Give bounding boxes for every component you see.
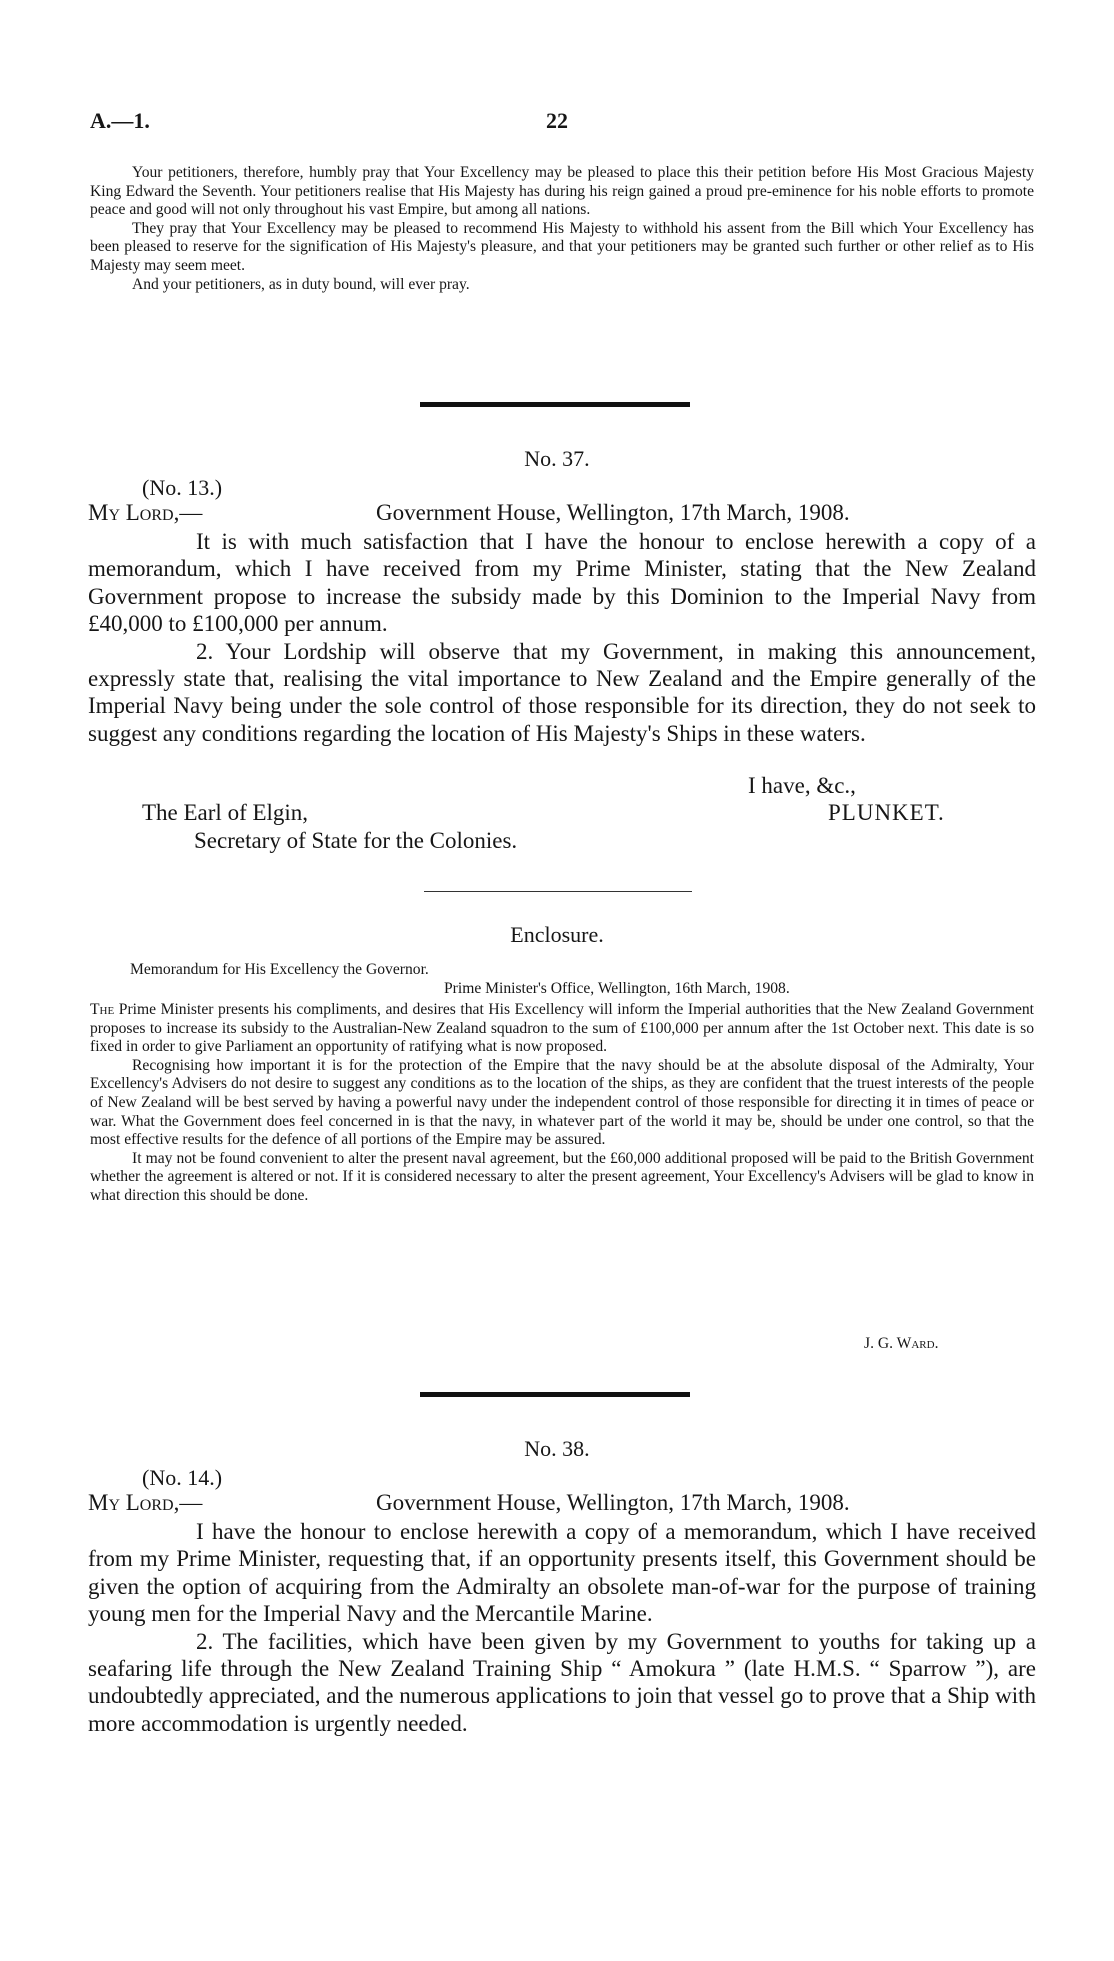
memo-paragraph: Recognising how important it is for the protection of the Empire that the navy should be at the absolute disposal of the Admiralty, Your Excellency's Advisers do not desire to suggest any conditions as to the location of the ships, as they are confident that the truest interests of the people of New Zealand will be best served by having a powerful navy under the independent control of those responsible for directing it in times of peace or war. What the Government does feel concerned in is that the navy, in whatever part of the world it may be, should be under one control, so that the most effective results for the defence of all portions of the Empire may be assured. <box>90 1056 1034 1149</box>
memo-paragraph: It may not be found convenient to alter the present naval agreement, but the £60,000 additional proposed will be paid to the British Government whether the agreement is altered or not. If it is considered necessary to alter the present agreement, Your Excellency's Advisers will be glad to know in what direction this should be done. <box>90 1149 1034 1204</box>
despatch-sub-number: (No. 14.) <box>142 1465 223 1490</box>
memo-signature: J. G. Ward. <box>864 1335 939 1352</box>
enclosure-divider <box>424 891 692 892</box>
section-divider <box>420 1392 690 1397</box>
memo-title: Memorandum for His Excellency the Governor. <box>130 961 429 978</box>
document-reference: A.—1. <box>90 108 150 133</box>
petition-conclusion <box>90 164 1034 294</box>
despatch-number: No. 37. <box>524 446 590 471</box>
despatch-body <box>88 1518 1036 1737</box>
section-divider <box>420 402 690 407</box>
page-number: 22 <box>546 108 568 133</box>
salutation: My Lord,— <box>88 1490 203 1515</box>
closing: I have, &c., <box>748 773 856 798</box>
memo-paragraph: The Prime Minister presents his compliments, and desires that His Excellency will inform the Imperial authorities that the New Zealand Government proposes to increase its subsidy to the Australian-New Zealand squadron to the sum of £100,000 per annum after the 1st October next. This date is so fixed in order to give Parliament an opportunity of ratifying what is now proposed. <box>90 1001 1034 1056</box>
salutation: My Lord,— <box>88 500 203 525</box>
despatch-body <box>88 528 1036 747</box>
memorandum-body <box>90 1001 1034 1206</box>
petition-paragraph: Your petitioners, therefore, humbly pray that Your Excellency may be pleased to place this their petition before His Most Gracious Majesty King Edward the Seventh. Your petitioners realise that His Majesty has during his reign gained a proud pre-eminence for his noble efforts to promote peace and good will not only throughout his vast Empire, but among all nations. <box>90 164 1034 219</box>
addressee-name: The Earl of Elgin, <box>142 800 309 825</box>
body-paragraph: It is with much satisfaction that I have the honour to enclose herewith a copy of a memorandum, which I have received from my Prime Minister, stating that the New Zealand Government propose to increase the subsidy made by this Dominion to the Imperial Navy from £40,000 to £100,000 per annum. <box>88 529 1036 637</box>
body-paragraph: 2. Your Lordship will observe that my Government, in making this announcement, expressly state that, realising the vital importance to New Zealand and the Empire generally of the Imperial Navy being under the sole control of those responsible for its direction, they do not seek to suggest any conditions regarding the location of His Majesty's Ships in these waters. <box>88 638 1036 746</box>
body-paragraph: 2. The facilities, which have been given by my Government to youths for taking up a seafaring life through the New Zealand Training Ship “ Amokura ” (late H.M.S. “ Sparrow ”), are undoubtedly appreciated, and the numerous applications to join that vessel go to prove that a Ship with more accommodation is urgently needed. <box>88 1628 1036 1736</box>
place-date: Government House, Wellington, 17th March, 1908. <box>376 1490 850 1515</box>
signature: PLUNKET. <box>828 800 945 825</box>
memo-lead-word: The <box>90 1001 115 1018</box>
petition-paragraph: They pray that Your Excellency may be pleased to recommend His Majesty to withhold his assent from the Bill which Your Excellency has been pleased to reserve for the signification of His Majesty's pleasure, and that your petitioners may be granted such further or other relief as to His Majesty may seem meet. <box>90 219 1034 274</box>
despatch-number: No. 38. <box>524 1436 590 1461</box>
place-date: Government House, Wellington, 17th March, 1908. <box>376 500 850 525</box>
despatch-sub-number: (No. 13.) <box>142 475 223 500</box>
body-paragraph: I have the honour to enclose herewith a copy of a memorandum, which I have received from my Prime Minister, requesting that, if an opportunity presents itself, this Government should be given the option of acquiring from the Admiralty an obsolete man-of-war for the purpose of training young men for the Imperial Navy and the Mercantile Marine. <box>88 1519 1036 1627</box>
addressee-title: Secretary of State for the Colonies. <box>194 828 518 853</box>
memo-place-date: Prime Minister's Office, Wellington, 16th March, 1908. <box>444 980 790 997</box>
petition-paragraph: And your petitioners, as in duty bound, will ever pray. <box>132 275 470 293</box>
enclosure-heading: Enclosure. <box>510 922 604 947</box>
